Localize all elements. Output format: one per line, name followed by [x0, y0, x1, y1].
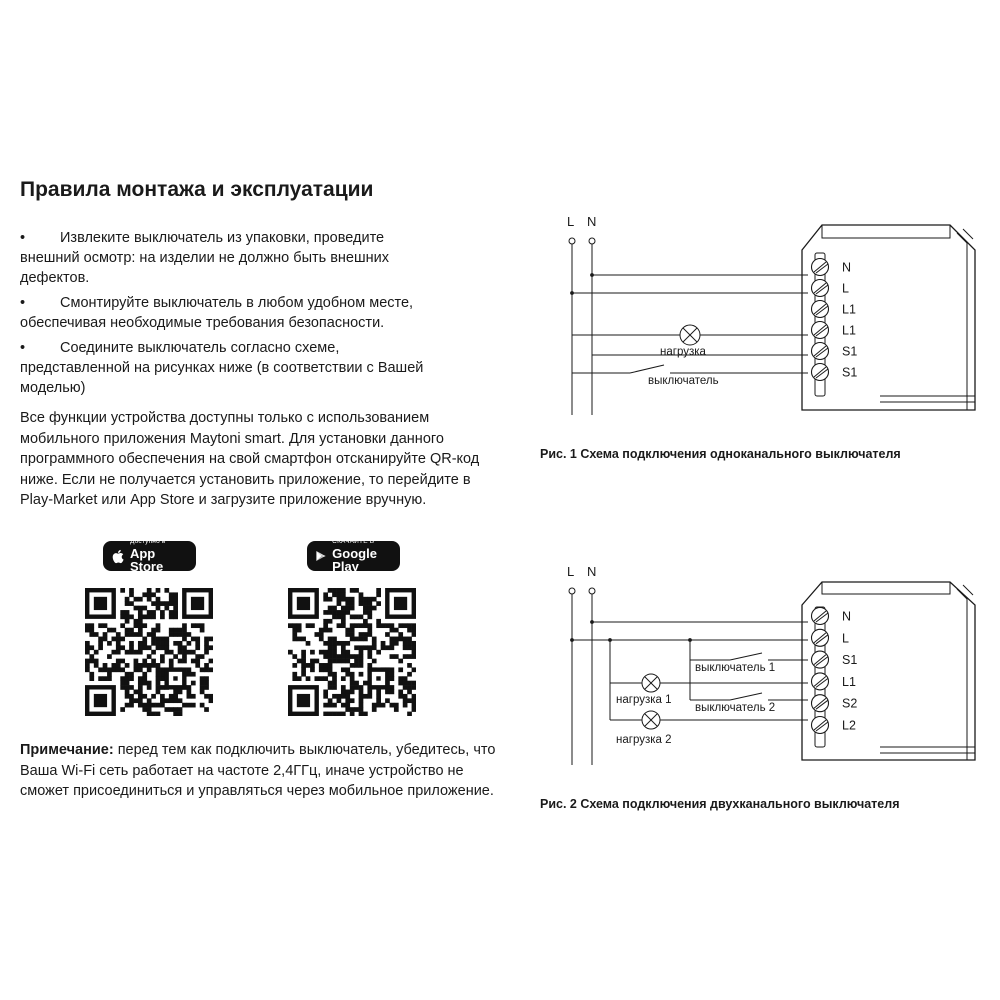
page-title: Правила монтажа и эксплуатации [20, 178, 374, 201]
app-info-paragraph: Все функции устройства доступны только с использованием мобильного приложения Maytoni smart. Для установки данного программного обеспечения на свой смартфон отсканируйте QR-код ниже. Если не получается установить приложение, то перейдите в Play-Market или App Store и загрузите приложение вручную. [20, 410, 480, 508]
list-item [20, 228, 440, 288]
terminal-label: L1 [842, 674, 856, 689]
terminal-label: L [842, 631, 849, 646]
note-paragraph [20, 740, 500, 802]
terminal-label: L [842, 281, 849, 296]
terminal-point-n [589, 238, 595, 244]
step-text: Соедините выключатель согласно схеме, представленной на рисунках ниже (в соответствии с Вашей моделью) [20, 340, 424, 396]
badge-store-name: App Store [129, 545, 164, 574]
terminal-label: S1 [842, 653, 858, 668]
terminal-point-l [569, 238, 575, 244]
switch-1-label: выключатель 1 [695, 662, 776, 674]
terminal-point-l [569, 588, 575, 594]
terminal-label: S1 [842, 344, 858, 359]
badge-caption: Доступно в [129, 538, 166, 546]
single-channel-wiring-diagram [530, 205, 990, 430]
terminal-label: S1 [842, 365, 858, 380]
bus-label-l: L [567, 564, 575, 579]
app-store-qr-code[interactable] [85, 588, 213, 716]
terminal-label: N [842, 609, 852, 624]
bullet-marker: • [20, 340, 26, 356]
app-store-badge[interactable] [103, 538, 196, 574]
terminal-label: L2 [842, 718, 856, 733]
figure-1-title: Схема подключения одноканального выключателя [576, 447, 901, 461]
step-text: Извлеките выключатель из упаковки, проведите внешний осмотр: на изделии не должно быть внешних дефектов. [20, 230, 389, 286]
bus-label-l: L [567, 214, 575, 229]
figure-1-number: Рис. 1 [540, 447, 577, 461]
google-play-badge[interactable] [307, 538, 400, 574]
list-item [20, 338, 440, 398]
bullet-marker: • [20, 295, 26, 311]
load-2-label: нагрузка 2 [616, 734, 672, 746]
terminal-label: S2 [842, 696, 858, 711]
switch-2-label: выключатель 2 [695, 702, 776, 714]
step-text: Смонтируйте выключатель в любом удобном месте, обеспечивая необходимые требования безопасности. [20, 295, 414, 331]
bus-label-n: N [587, 564, 597, 579]
badge-caption: СКАЧАЙТЕ В [332, 538, 375, 546]
note-label: Примечание: [20, 742, 114, 758]
terminal-label: L1 [842, 302, 856, 317]
load-label: нагрузка [660, 346, 706, 358]
badge-store-name: Google Play [332, 545, 377, 574]
figure-2-caption [540, 797, 899, 811]
terminal-point-n [589, 588, 595, 594]
google-play-qr-code[interactable] [288, 588, 416, 716]
load-1-label: нагрузка 1 [616, 694, 672, 706]
apple-logo-icon [112, 549, 124, 564]
note-text: перед тем как подключить выключатель, убедитесь, что Ваша Wi-Fi сеть работает на частоте 2,4ГГц, иначе устройство не сможет присоединиться и управляться через мобильное приложение. [20, 742, 496, 799]
list-item [20, 293, 440, 333]
installation-steps [20, 228, 440, 403]
google-play-logo-icon [316, 549, 326, 563]
figure-1-caption [540, 447, 901, 461]
switch-label: выключатель [648, 375, 719, 387]
bus-label-n: N [587, 214, 597, 229]
bullet-marker: • [20, 230, 26, 246]
figure-2-number: Рис. 2 [540, 797, 577, 811]
figure-2-title: Схема подключения двухканального выключателя [576, 797, 900, 811]
dual-channel-wiring-diagram [530, 555, 990, 780]
terminal-label: L1 [842, 323, 856, 338]
terminal-label: N [842, 260, 852, 275]
